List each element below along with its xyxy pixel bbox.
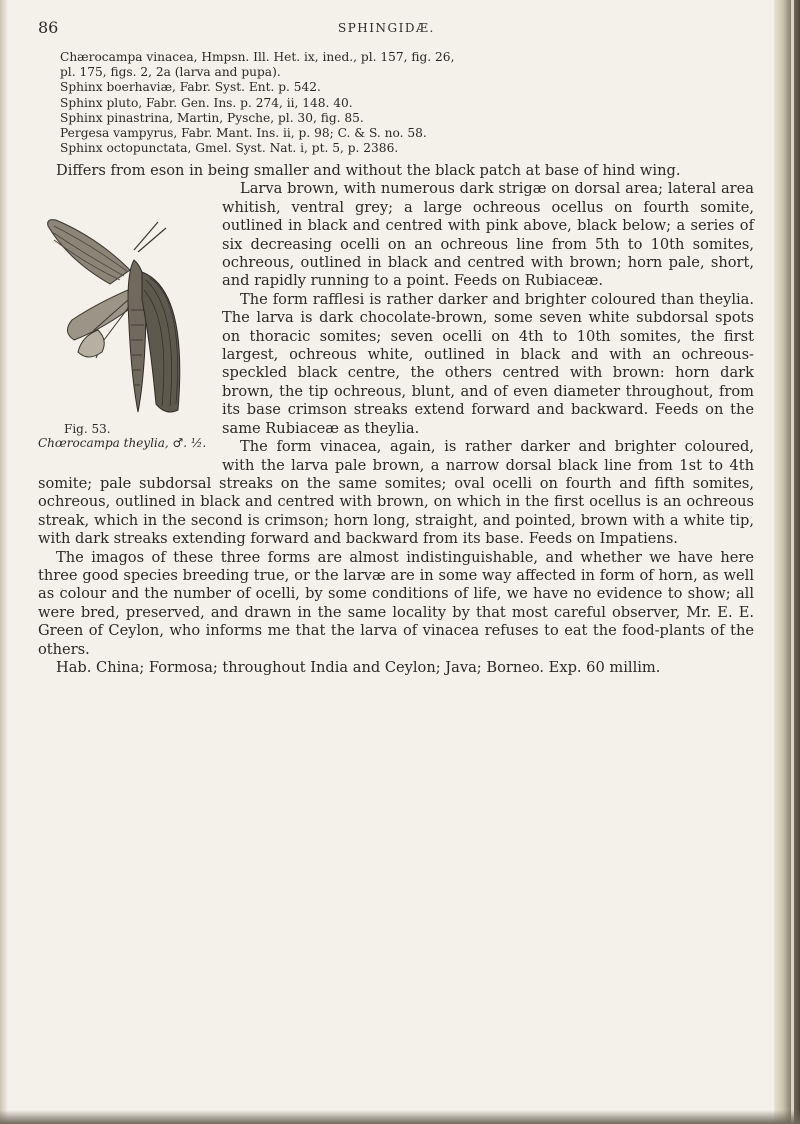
paragraph-vinacea: The form vinacea, again, is rather darker and brighter coloured, with the larva pale brown, a narrow dorsal black line from 1st to 4th somite; pale subdorsal streaks on the same somites; oval ocelli on fourth and fifth somites, ochreous, outlined in black and centred with brown, on which in the first ocellus is an ochreous streak, which in the second is crimson; horn long, straight, and pointed, brown with a white tip, with dark streaks extending forward and backward from its base. Feeds on Impatiens. — [38, 438, 754, 548]
figure-caption — [38, 422, 214, 450]
paragraph-habitat: Hab. China; Formosa; throughout India and Ceylon; Java; Borneo. Exp. 60 millim. — [56, 658, 661, 676]
figure-label: Fig. 53. — [64, 422, 111, 437]
synonym-entry: Sphinx boerhaviæ, Fabr. Syst. Ent. p. 542. — [60, 80, 321, 95]
page-edge — [774, 0, 800, 1124]
page-number: 86 — [38, 18, 59, 37]
body-text — [38, 162, 754, 677]
paragraph-imagos: The imagos of these three forms are almost indistinguishable, and whether we have here three good species breeding true, or the larvæ are in some way affected in form of horn, as well as colour and the number of ocelli, by some conditions of life, we have no evidence to show; all were bred, preserved, and drawn in the same locality by that most careful observer, Mr. E. E. Green of Ceylon, who informs me that the larva of vinacea refuses to eat the food-plants of the others. — [38, 548, 754, 658]
synonym-entry: Pergesa vampyrus, Fabr. Mant. Ins. ii, p. 98; C. & S. no. 58. — [60, 126, 427, 141]
page-gutter-shadow — [0, 0, 8, 1124]
figure-53 — [38, 180, 208, 468]
synonym-entry: Sphinx octopunctata, Gmel. Syst. Nat. i, pt. 5, p. 2386. — [60, 141, 399, 156]
paragraph-larva: Larva brown, with numerous dark strigæ on dorsal area; lateral area whitish, ventral grey; a large ochreous ocellus on fourth somite, outlined in black and centred with pink above, black below; a series of six decreasing ocelli on an ochreous line from 5th to 10th somites, ochreous, outlined in black and centred with brown; horn pale, short, and rapidly running to a point. Feeds on Rubiaceæ. — [222, 180, 754, 290]
synonym-entry: Sphinx pinastrina, Martin, Pysche, pl. 30, fig. 85. — [60, 110, 364, 125]
synonym-entry: pl. 175, figs. 2, 2a (larva and pupa). — [60, 65, 281, 80]
synonym-entry: Chærocampa vinacea, Hmpsn. Ill. Het. ix, ined., pl. 157, fig. 26, — [60, 50, 455, 64]
figure-species: Chœrocampa theylia, ♂. ½. — [38, 436, 207, 451]
paragraph-rafflesi: The form rafflesi is rather darker and brighter coloured than theylia. The larva is dark chocolate-brown, some seven white subdorsal spots on thoracic somites; seven ocelli on 4th to 10th somites, the first largest, ochreous white, outlined in black and with an ochreous-speckled black centre, the others centred with brown: horn dark brown, the tip ochreous, blunt, and of even diameter throughout, from its base crimson streaks extend forward and backward. Feeds on the same Rubiaceæ as theylia. — [222, 290, 754, 437]
synonym-entry: Sphinx pluto, Fabr. Gen. Ins. p. 274, ii, 148. 40. — [60, 95, 353, 110]
page-header — [38, 18, 738, 40]
running-head: SPHINGIDÆ. — [338, 21, 435, 35]
moth-illustration — [38, 180, 208, 420]
synonymy-list — [60, 50, 750, 156]
paragraph-description: Differs from eson in being smaller and without the black patch at base of hind wing. — [56, 162, 681, 179]
page-bottom-shadow — [0, 1110, 800, 1124]
